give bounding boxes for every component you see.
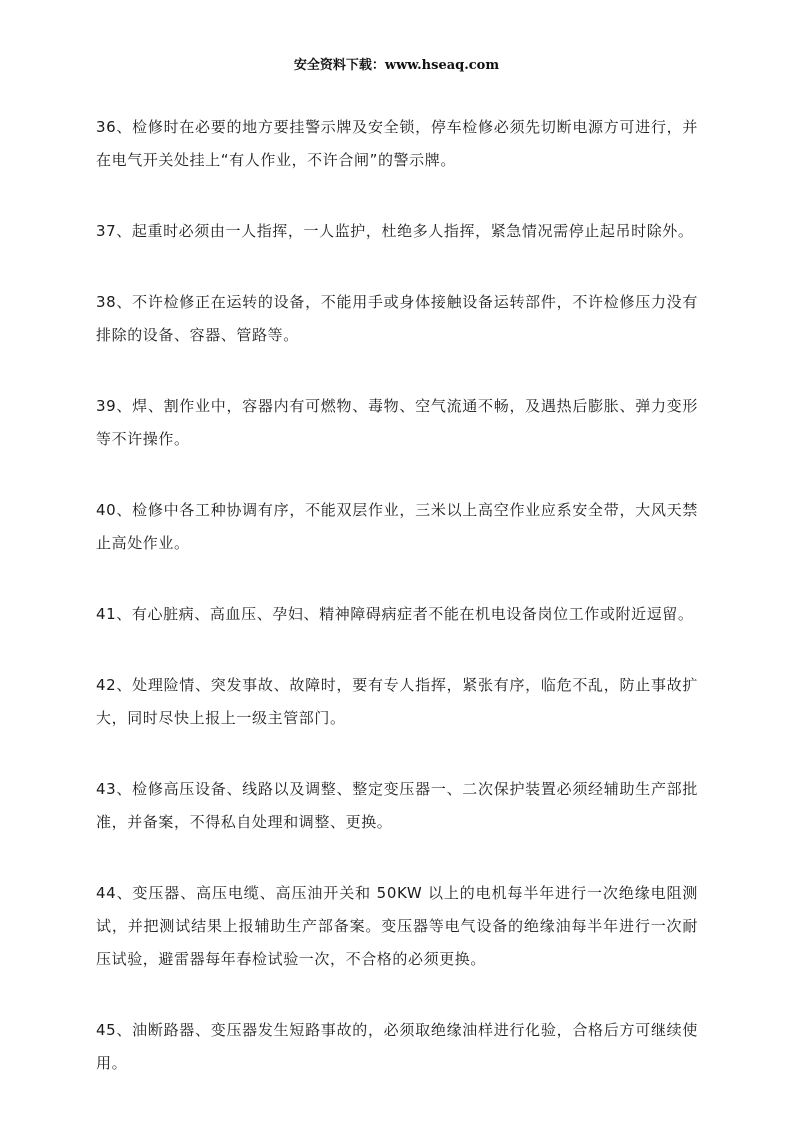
rule-item-37: 37、起重时必须由一人指挥，一人监护，杜绝多人指挥，紧急情况需停止起吊时除外。 bbox=[96, 222, 694, 240]
page-header bbox=[0, 57, 793, 75]
rule-item-44: 44、变压器、高压电缆、高压油开关和 50KW 以上的电机每半年进行一次绝缘电阻测试，并把测试结果上报辅助生产部备案。变压器等电气设备的绝缘油每半年进行一次耐压试验，避雷器每年春检试验一次，不合格的必须更换。 bbox=[96, 884, 698, 968]
rule-item-41: 41、有心脏病、高血压、孕妇、精神障碍病症者不能在机电设备岗位工作或附近逗留。 bbox=[96, 605, 694, 623]
rule-item-39: 39、焊、割作业中，容器内有可燃物、毒物、空气流通不畅，及遇热后膨胀、弹力变形等不许操作。 bbox=[96, 397, 698, 448]
rule-item-36: 36、检修时在必要的地方要挂警示牌及安全锁，停车检修必须先切断电源方可进行，并在电气开关处挂上“有人作业，不许合闸”的警示牌。 bbox=[96, 118, 698, 169]
rule-item-38: 38、不许检修正在运转的设备，不能用手或身体接触设备运转部件，不许检修压力没有排除的设备、容器、管路等。 bbox=[96, 293, 698, 344]
rule-item-40: 40、检修中各工种协调有序，不能双层作业，三米以上高空作业应系安全带，大风天禁止高处作业。 bbox=[96, 501, 698, 552]
header-label: 安全资料下载： bbox=[293, 58, 385, 73]
header-url-link[interactable]: www.hseaq.com bbox=[384, 58, 500, 73]
rule-item-42: 42、处理险情、突发事故、故障时，要有专人指挥，紧张有序，临危不乱，防止事故扩大，同时尽快上报上一级主管部门。 bbox=[96, 676, 698, 727]
rule-item-45: 45、油断路器、变压器发生短路事故的，必须取绝缘油样进行化验，合格后方可继续使用。 bbox=[96, 1021, 698, 1072]
rule-item-43: 43、检修高压设备、线路以及调整、整定变压器一、二次保护装置必须经辅助生产部批准，并备案，不得私自处理和调整、更换。 bbox=[96, 780, 698, 831]
document-body bbox=[96, 111, 698, 1118]
